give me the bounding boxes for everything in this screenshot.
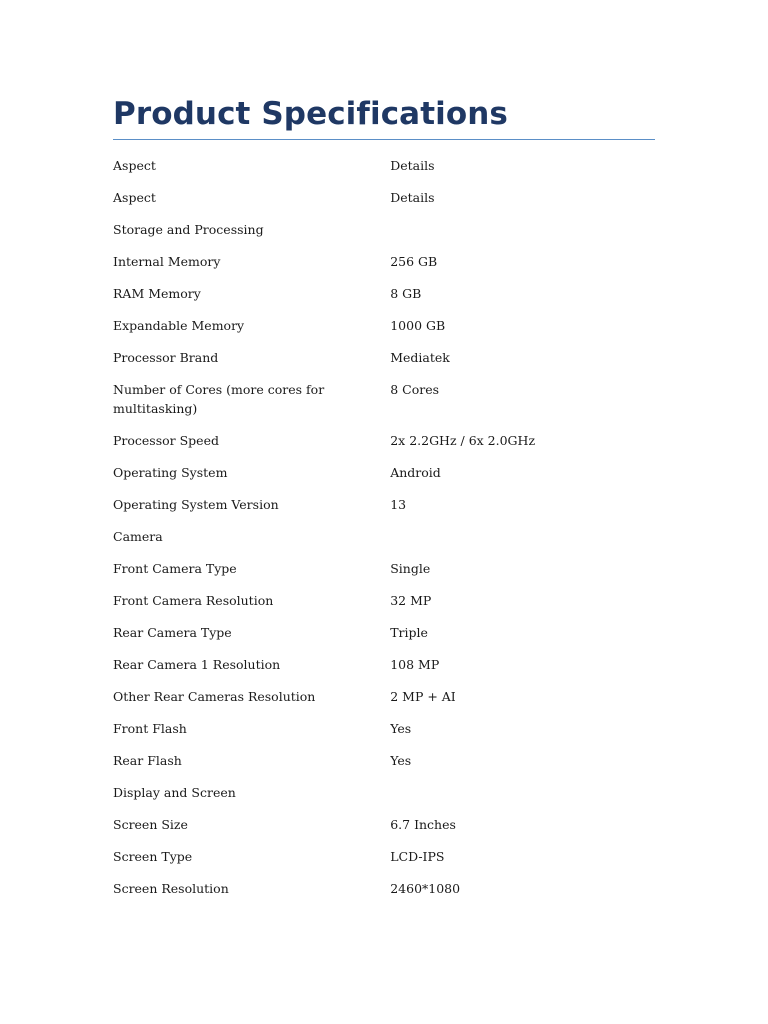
aspect-cell: Other Rear Cameras Resolution [113, 689, 316, 704]
table-row [113, 342, 655, 374]
aspect-cell: Internal Memory [113, 254, 221, 269]
table-row [113, 617, 655, 649]
table-row [113, 374, 655, 425]
details-cell: Single [390, 561, 431, 576]
details-cell: 2460*1080 [390, 881, 461, 896]
table-row [113, 777, 655, 809]
details-cell: 2x 2.2GHz / 6x 2.0GHz [390, 433, 536, 448]
table-row [113, 585, 655, 617]
document-page [113, 92, 655, 905]
table-row [113, 457, 655, 489]
table-row [113, 489, 655, 521]
aspect-cell: Aspect [113, 158, 156, 173]
details-cell: 256 GB [390, 254, 438, 269]
table-row [113, 553, 655, 585]
details-cell: 2 MP + AI [390, 689, 456, 704]
table-row [113, 809, 655, 841]
table-row [113, 521, 655, 553]
table-row [113, 182, 655, 214]
details-cell: 1000 GB [390, 318, 446, 333]
page-title: Product Specifications [113, 92, 655, 140]
details-cell: Yes [390, 721, 412, 736]
aspect-cell: Camera [113, 529, 163, 544]
table-row [113, 246, 655, 278]
aspect-cell: Display and Screen [113, 785, 236, 800]
table-row [113, 278, 655, 310]
details-cell: 6.7 Inches [390, 817, 456, 832]
details-cell: 8 Cores [390, 382, 440, 397]
spec-table-body [113, 150, 655, 905]
aspect-cell: Front Flash [113, 721, 187, 736]
aspect-cell: Expandable Memory [113, 318, 245, 333]
details-cell: LCD-IPS [390, 849, 445, 864]
details-cell [390, 214, 655, 246]
table-row [113, 841, 655, 873]
details-cell [390, 777, 655, 809]
details-cell: 108 MP [390, 657, 440, 672]
table-row [113, 745, 655, 777]
details-cell: Details [390, 190, 435, 205]
aspect-cell: Screen Size [113, 817, 188, 832]
aspect-cell: Front Camera Resolution [113, 593, 274, 608]
details-cell: Yes [390, 753, 412, 768]
table-row [113, 649, 655, 681]
details-cell: 32 MP [390, 593, 432, 608]
details-cell: Mediatek [390, 350, 450, 365]
spec-table [113, 150, 655, 905]
aspect-cell: Processor Speed [113, 433, 219, 448]
table-row [113, 681, 655, 713]
aspect-cell: Number of Cores (more cores for multitasking) [113, 382, 325, 416]
aspect-cell: Rear Camera 1 Resolution [113, 657, 281, 672]
aspect-cell: Screen Type [113, 849, 193, 864]
aspect-cell: Operating System Version [113, 497, 279, 512]
aspect-cell: Rear Flash [113, 753, 182, 768]
aspect-cell: Screen Resolution [113, 881, 229, 896]
table-row [113, 214, 655, 246]
aspect-cell: Rear Camera Type [113, 625, 232, 640]
aspect-cell: Storage and Processing [113, 222, 264, 237]
aspect-cell: Processor Brand [113, 350, 219, 365]
table-row [113, 873, 655, 905]
table-row [113, 713, 655, 745]
details-cell: Triple [390, 625, 428, 640]
details-cell [390, 521, 655, 553]
details-cell: Details [390, 158, 435, 173]
table-row [113, 150, 655, 182]
details-cell: 13 [390, 497, 407, 512]
details-cell: 8 GB [390, 286, 422, 301]
aspect-cell: RAM Memory [113, 286, 201, 301]
aspect-cell: Operating System [113, 465, 228, 480]
table-row [113, 425, 655, 457]
table-row [113, 310, 655, 342]
aspect-cell: Front Camera Type [113, 561, 237, 576]
aspect-cell: Aspect [113, 190, 156, 205]
details-cell: Android [390, 465, 441, 480]
